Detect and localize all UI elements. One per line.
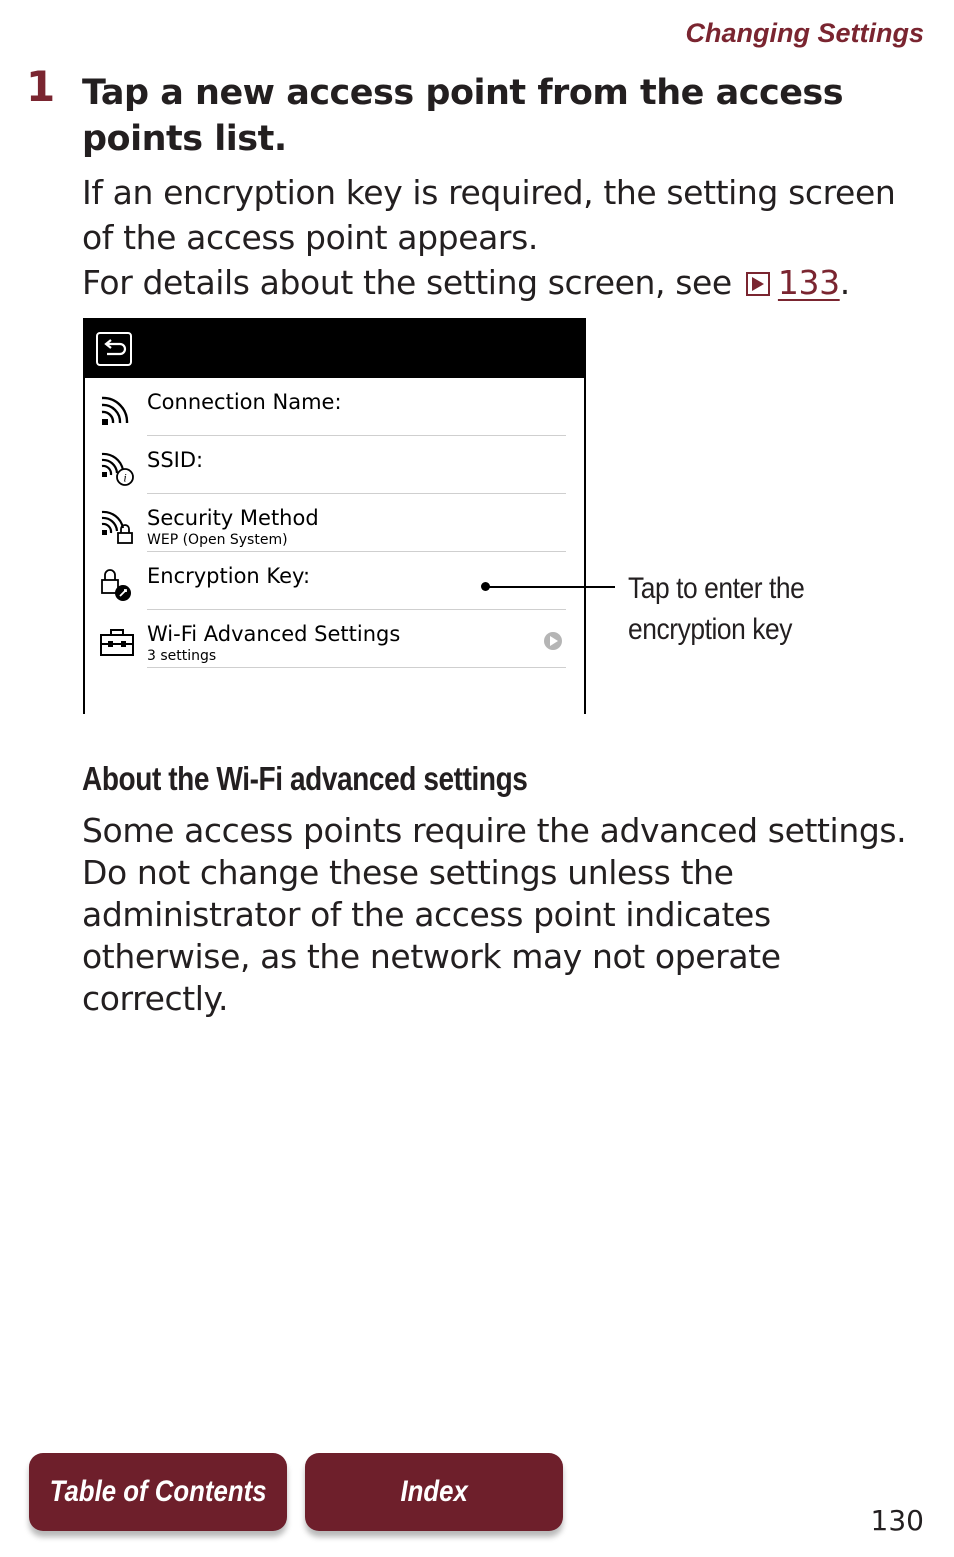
toolbox-icon	[99, 624, 135, 660]
device-screenshot	[83, 318, 586, 714]
step-number: 1	[26, 62, 56, 111]
row-label: SSID:	[147, 448, 204, 472]
step-description: If an encryption key is required, the setting screen of the access point appears.	[82, 173, 896, 257]
row-label: Security Method	[147, 506, 319, 530]
callout-line	[485, 586, 615, 588]
reference-prefix: For details about the setting screen, see	[82, 263, 732, 302]
index-button[interactable]	[305, 1453, 563, 1531]
row-ssid[interactable]	[85, 436, 584, 494]
section-header: Changing Settings	[685, 18, 924, 48]
row-wifi-advanced-settings[interactable]	[85, 610, 584, 668]
wifi-icon	[99, 392, 135, 428]
row-security-method[interactable]	[85, 494, 584, 552]
row-sublabel: WEP (Open System)	[147, 532, 288, 548]
advanced-settings-heading: About the Wi-Fi advanced settings	[82, 760, 528, 797]
wifi-lock-icon	[99, 508, 135, 544]
lock-key-icon	[99, 566, 135, 602]
callout-text: Tap to enter the encryption key	[628, 572, 805, 646]
index-label: Index	[400, 1475, 468, 1508]
row-label: Encryption Key:	[147, 564, 311, 588]
step-title: Tap a new access point from the access points list.	[82, 73, 844, 159]
advanced-settings-body: Some access points require the advanced settings. Do not change these settings unless the administrator of the access point indicates otherwise, as the network may not operate correctly.	[82, 811, 907, 1018]
page-number: 130	[870, 1504, 924, 1537]
row-label: Wi-Fi Advanced Settings	[147, 622, 401, 646]
wifi-info-icon	[99, 450, 135, 486]
row-sublabel: 3 settings	[147, 648, 217, 664]
row-connection-name[interactable]	[85, 378, 584, 436]
page-reference-link[interactable]: 133	[777, 263, 840, 302]
reference-suffix: .	[839, 263, 850, 302]
page-reference-icon	[746, 272, 770, 296]
screen-title-bar	[85, 320, 584, 378]
toc-label: Table of Contents	[49, 1475, 267, 1508]
row-divider	[147, 667, 566, 668]
table-of-contents-button[interactable]	[29, 1453, 287, 1531]
back-arrow-icon	[98, 334, 130, 364]
back-button[interactable]	[96, 332, 132, 366]
row-label: Connection Name:	[147, 390, 342, 414]
svg-text:i: i	[123, 470, 127, 485]
chevron-right-icon[interactable]	[544, 632, 562, 650]
row-encryption-key[interactable]	[85, 552, 584, 610]
step-reference	[82, 260, 932, 305]
